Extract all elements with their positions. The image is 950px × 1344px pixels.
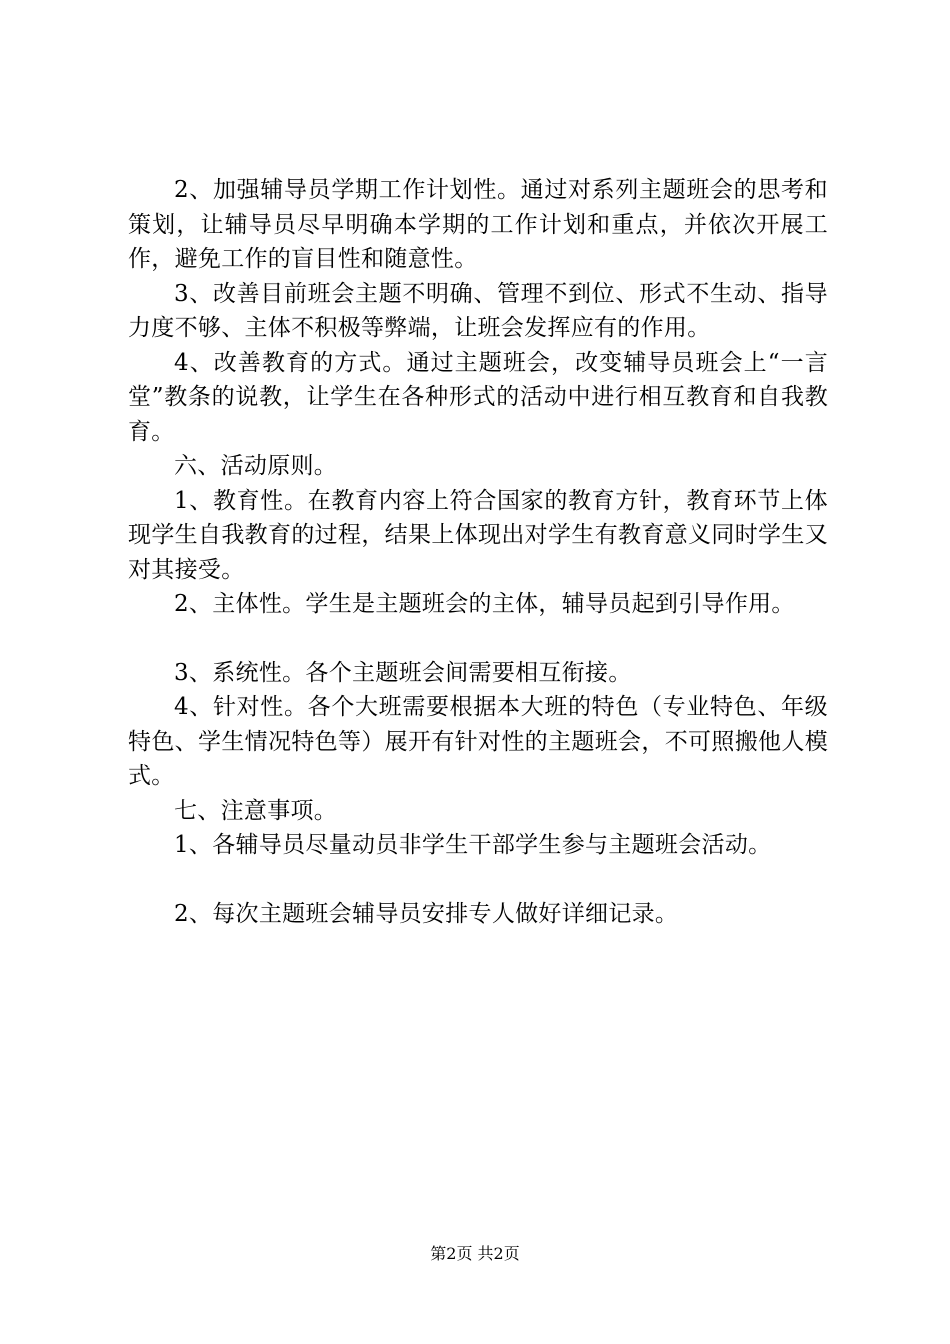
document-body: [128, 173, 828, 931]
paragraph-goal-3: 3、改善目前班会主题不明确、管理不到位、形式不生动、指导力度不够、主体不积极等弊端，让班会发挥应有的作用。: [128, 280, 828, 341]
paragraph-principle-4: 4、针对性。各个大班需要根据本大班的特色（专业特色、年级特色、学生情况特色等）展开有针对性的主题班会，不可照搬他人模式。: [128, 694, 828, 789]
paragraph-principle-1: 1、教育性。在教育内容上符合国家的教育方针，教育环节上体现学生自我教育的过程，结果上体现出对学生有教育意义同时学生又对其接受。: [128, 487, 828, 583]
page-number-footer: 第2页 共2页: [430, 1244, 520, 1263]
section-heading-principles: 六、活动原则。: [174, 453, 338, 479]
paragraph-principle-2: 2、主体性。学生是主题班会的主体，辅导员起到引导作用。: [174, 591, 795, 617]
paragraph-note-1: 1、各辅导员尽量动员非学生干部学生参与主题班会活动。: [174, 832, 772, 858]
paragraph-goal-2: 2、加强辅导员学期工作计划性。通过对系列主题班会的思考和策划，让辅导员尽早明确本学期的工作计划和重点，并依次开展工作，避免工作的盲目性和随意性。: [128, 177, 828, 272]
paragraph-goal-4: 4、改善教育的方式。通过主题班会，改变辅导员班会上“一言堂”教条的说教，让学生在各种形式的活动中进行相互教育和自我教育。: [128, 349, 828, 445]
paragraph-note-2: 2、每次主题班会辅导员安排专人做好详细记录。: [174, 900, 679, 927]
section-heading-notes: 七、注意事项。: [174, 797, 338, 824]
paragraph-principle-3: 3、系统性。各个主题班会间需要相互衔接。: [174, 659, 632, 686]
